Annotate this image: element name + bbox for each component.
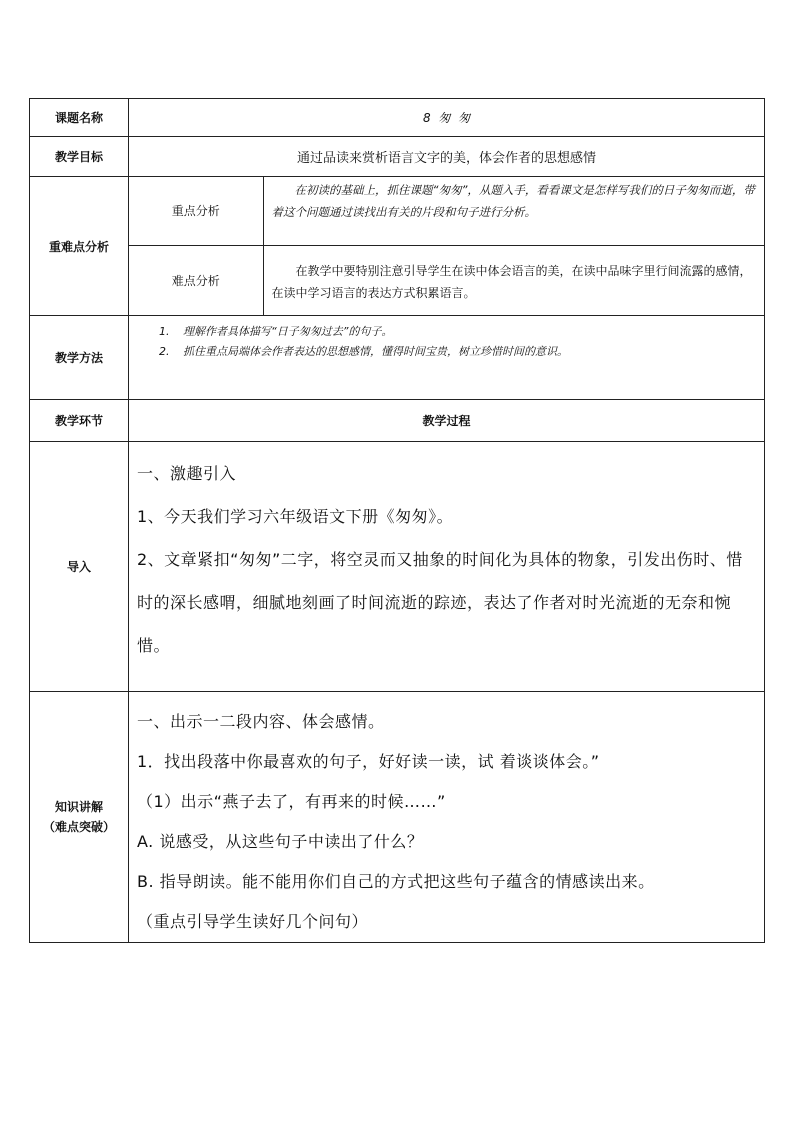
intro-line: 2、文章紧扣“匆匆”二字，将空灵而又抽象的时间化为具体的物象，引发出伤时、惜时的深长感喟，细腻地刻画了时间流逝的踪迹，表达了作者对时光流逝的无奈和惋惜。 — [137, 550, 743, 655]
method-item-text: 抓住重点局端体会作者表达的思想感情，懂得时间宝贵，树立珍惜时间的意识。 — [183, 345, 568, 358]
intro-content — [129, 442, 765, 692]
key-point-label: 重点分析 — [129, 177, 263, 245]
process-header: 教学过程 — [129, 400, 765, 442]
key-point-row — [129, 177, 764, 245]
knowledge-label — [30, 692, 129, 943]
knowledge-label-line: （难点突破） — [42, 820, 115, 834]
method-row — [30, 316, 765, 400]
knowledge-line: 1．找出段落中你最喜欢的句子，好好读一读，试 着谈谈体会。” — [137, 752, 600, 771]
knowledge-row — [30, 692, 765, 943]
difficult-point-label: 难点分析 — [129, 245, 263, 315]
method-list — [129, 316, 764, 362]
knowledge-line: 一、出示一二段内容、体会感情。 — [137, 712, 385, 731]
knowledge-line: （1）出示“燕子去了，有再来的时候……” — [137, 792, 446, 811]
key-point-text: 在初读的基础上，抓住课题“匆匆”，从题入手，看看课文是怎样写我们的日子匆匆而逝，带着这个问题通过读找出有关的片段和句子进行分析。 — [271, 183, 755, 219]
section-header-row — [30, 400, 765, 442]
method-item-number: 2. — [159, 345, 170, 358]
difficult-point-text: 在教学中要特别注意引导学生在读中体会语言的美，在读中品味字里行间流露的感情，在读中学习语言的表达方式积累语言。 — [271, 263, 752, 300]
knowledge-content — [129, 692, 765, 943]
title-label: 课题名称 — [30, 99, 129, 137]
goal-text: 通过品读来赏析语言文字的美，体会作者的思想感情 — [129, 137, 765, 177]
title-row — [30, 99, 765, 137]
method-item — [159, 342, 764, 362]
intro-line: 1、今天我们学习六年级语文下册《匆匆》。 — [137, 507, 454, 526]
intro-label: 导入 — [30, 442, 129, 692]
focus-subtable — [129, 177, 764, 315]
focus-label: 重难点分析 — [30, 177, 129, 316]
difficult-point-row — [129, 245, 764, 315]
lesson-plan-table — [29, 98, 765, 943]
intro-line: 一、激趣引入 — [137, 464, 237, 483]
knowledge-line: B. 指导朗读。能不能用你们自己的方式把这些句子蕴含的情感读出来。 — [137, 872, 655, 891]
goal-row — [30, 137, 765, 177]
goal-label: 教学目标 — [30, 137, 129, 177]
intro-row — [30, 442, 765, 692]
method-item-number: 1. — [159, 325, 170, 338]
lesson-title: 8 匆 匆 — [129, 99, 765, 137]
knowledge-line: A. 说感受，从这些句子中读出了什么？ — [137, 832, 424, 851]
stage-header: 教学环节 — [30, 400, 129, 442]
method-label: 教学方法 — [30, 316, 129, 400]
focus-row — [30, 177, 765, 316]
knowledge-label-line: 知识讲解 — [54, 800, 103, 814]
method-item-text: 理解作者具体描写“日子匆匆过去”的句子。 — [183, 325, 393, 338]
method-item — [159, 322, 764, 342]
knowledge-line: （重点引导学生读好几个问句） — [137, 912, 369, 931]
